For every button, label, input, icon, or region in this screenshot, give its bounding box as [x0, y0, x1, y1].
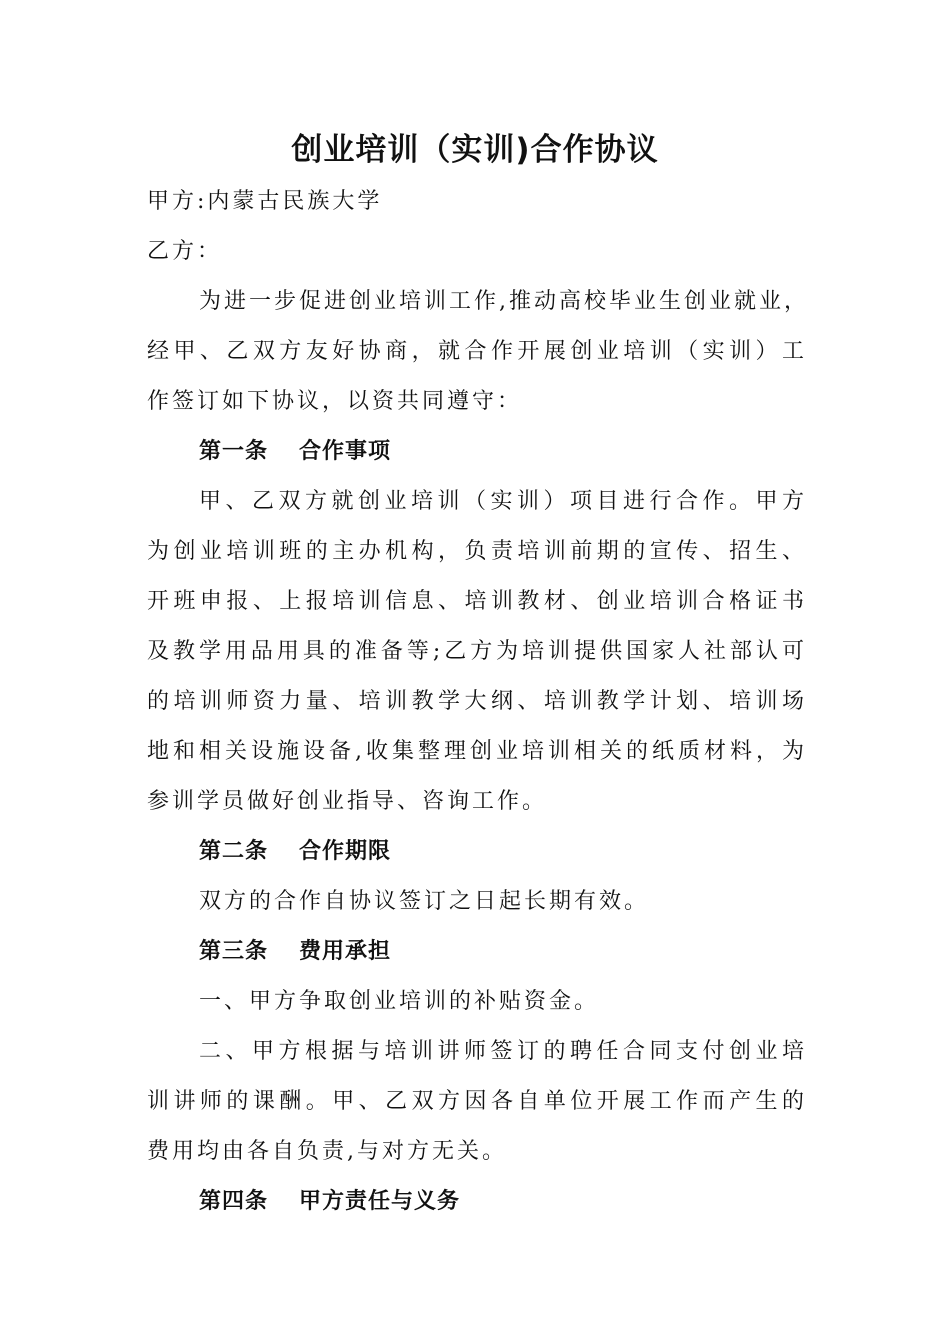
preamble-line: 经甲、乙双方友好协商，就合作开展创业培训（实训）工: [147, 339, 807, 364]
article-3-item-2-line: 训讲师的课酬。甲、乙双方因各自单位开展工作而产生的: [147, 1089, 807, 1114]
article-4-heading: [147, 1177, 807, 1227]
article-3-item-1: 一、甲方争取创业培训的补贴资金。: [199, 989, 600, 1014]
article-1-line: 为创业培训班的主办机构，负责培训前期的宣传、招生、: [147, 539, 807, 564]
article-2-title: 合作期限: [299, 839, 392, 864]
article-2-heading: [147, 827, 807, 877]
article-4-number: 第四条: [199, 1189, 269, 1214]
article-3-item-2-line: 二、甲方根据与培训讲师签订的聘任合同支付创业培: [199, 1039, 807, 1064]
article-2-number: 第二条: [199, 839, 269, 864]
article-1-number: 第一条: [199, 439, 269, 464]
party-b: 乙方：: [147, 239, 223, 264]
party-a: 甲方:内蒙古民族大学: [147, 189, 383, 214]
article-1-line: 及教学用品用具的准备等;乙方为培训提供国家人社部认可: [147, 639, 807, 664]
article-1-line: 参训学员做好创业指导、咨询工作。: [147, 789, 548, 814]
article-1-line: 地和相关设施设备,收集整理创业培训相关的纸质材料，为: [147, 739, 807, 764]
article-1-line: 开班申报、上报培训信息、培训教材、创业培训合格证书: [147, 589, 807, 614]
article-3-number: 第三条: [199, 939, 269, 964]
article-4-title: 甲方责任与义务: [299, 1189, 461, 1214]
preamble-line: 作签订如下协议，以资共同遵守：: [147, 389, 523, 414]
preamble-line: 为进一步促进创业培训工作,推动高校毕业生创业就业，: [199, 289, 809, 314]
article-1-line: 的培训师资力量、培训教学大纲、培训教学计划、培训场: [147, 689, 807, 714]
article-1-title: 合作事项: [299, 439, 392, 464]
article-1-line: 甲、乙双方就创业培训（实训）项目进行合作。甲方: [199, 489, 807, 514]
article-2-line: 双方的合作自协议签订之日起长期有效。: [199, 889, 650, 914]
article-3-item-2-line: 费用均由各自负责,与对方无关。: [147, 1139, 507, 1164]
article-3-heading: [147, 927, 807, 977]
article-1-heading: [147, 427, 807, 477]
document-title: 创业培训（实训)合作协议: [291, 132, 659, 168]
document-body: [147, 177, 807, 1227]
article-3-title: 费用承担: [299, 939, 392, 964]
